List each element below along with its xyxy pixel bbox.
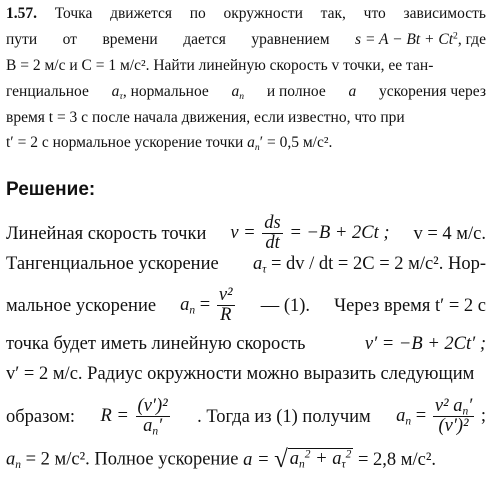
problem-line-1 <box>6 6 486 22</box>
word: движется <box>110 5 172 22</box>
motion-equation: $s = A - Bt + Ct^2$, где <box>355 30 486 48</box>
word: так, <box>320 5 346 22</box>
word: что <box>363 5 386 22</box>
derivative-fraction: $\frac{ds}{dt}$ <box>264 213 281 254</box>
text: Линейная скорость точки <box>6 223 207 244</box>
total-accel-symbol: a <box>348 83 357 100</box>
text: ускорения через <box>378 83 486 100</box>
solution-heading: Решение: <box>6 179 96 200</box>
solution-line-5: v′ = 2 м/с. Радиус окружности можно выразить следующим <box>6 364 475 384</box>
word: окружности <box>223 5 303 22</box>
text: Через время t′ = 2 с <box>334 295 486 316</box>
word: времени <box>102 31 158 48</box>
solution-line-3 <box>6 286 486 326</box>
text: ′ = 0,5 м/с². <box>259 134 333 151</box>
normal-accel-formula: $a_n$ = $\frac{\text{v²}}{R}$ <box>180 285 233 326</box>
word: по <box>189 5 206 22</box>
total-accel-formula: a = √ $a_n^2 + a_\tau^2$ = 2,8 м/с². <box>243 446 436 473</box>
velocity-formula: v = $\frac{ds}{dt}$ = −B + 2Ct ; <box>230 213 390 254</box>
text: мальное ускорение <box>6 295 157 316</box>
text: образом: <box>6 406 76 427</box>
problem-line-3: B = 2 м/с и C = 1 м/с². Найти линейную скорость v точки, ее тан- <box>6 57 434 74</box>
radius-formula: R = $\frac{\text{(v′)²}}{a_n'}$ <box>100 396 168 438</box>
solution-line-1 <box>6 214 486 254</box>
solution-line-2 <box>6 255 486 274</box>
text: генциальное <box>6 83 89 100</box>
solution-line-4 <box>6 335 486 354</box>
normal-accel-symbol: a <box>6 449 16 470</box>
text: Тангенциальное ускорение <box>6 254 219 274</box>
velocity-result: v = 4 м/с. <box>413 223 486 244</box>
equation-ref: — (1). <box>260 295 311 316</box>
solution-line-7: $a_n = 2$ м/с². Полное ускорение a = √ $a_n^2 + a_\tau^2$ = 2,8 м/с². <box>6 446 436 473</box>
text: . Тогда из (1) получим <box>197 406 371 427</box>
word: пути <box>6 31 38 48</box>
normal-accel-symbol: a <box>247 134 255 151</box>
velocity-at-t-prime: v′ = −B + 2Ct′ ; <box>364 334 486 354</box>
tangential-accel-symbol: $a_\tau$, нормальное <box>111 83 209 102</box>
word: дается <box>183 31 226 48</box>
fraction: $\frac{v^2 a_n'}{\text{(v′)²}}$ <box>434 396 473 437</box>
word: зависимость <box>403 5 486 22</box>
word: Точка <box>54 5 93 22</box>
word: уравнением <box>251 31 330 48</box>
text: точка будет иметь линейную скорость <box>6 334 306 354</box>
square-root: √ $a_n^2 + a_\tau^2$ <box>274 446 352 473</box>
text: t′ = 2 с нормальное ускорение точки <box>6 134 244 151</box>
problem-number: 1.57. <box>6 5 37 22</box>
text: = 2 м/с². Полное ускорение <box>25 449 239 470</box>
word: от <box>62 31 77 48</box>
problem-line-6: t′ = 2 с нормальное ускорение точки $a_n' = 0,5$ м/с². <box>6 134 333 153</box>
text: и полное <box>266 83 326 100</box>
fraction: $\frac{\text{(v′)²}}{a_n'}$ <box>137 396 168 438</box>
problem-line-4 <box>6 84 486 100</box>
normal-accel-derived: $a_n$ = $\frac{v^2 a_n'}{\text{(v′)²}}$ ; <box>396 396 486 437</box>
problem-line-5: время t = 3 с после начала движения, если известно, что при <box>6 109 405 126</box>
normal-accel-symbol: $a_n$ <box>231 83 245 102</box>
radical-sign: √ <box>274 446 288 473</box>
tangential-formula: $a_\tau$ = dv / dt = 2C = 2 м/с². Нор- <box>252 254 486 276</box>
solution-line-6 <box>6 397 486 437</box>
fraction: $\frac{\text{v²}}{R}$ <box>218 285 233 326</box>
problem-line-2 <box>6 32 486 48</box>
